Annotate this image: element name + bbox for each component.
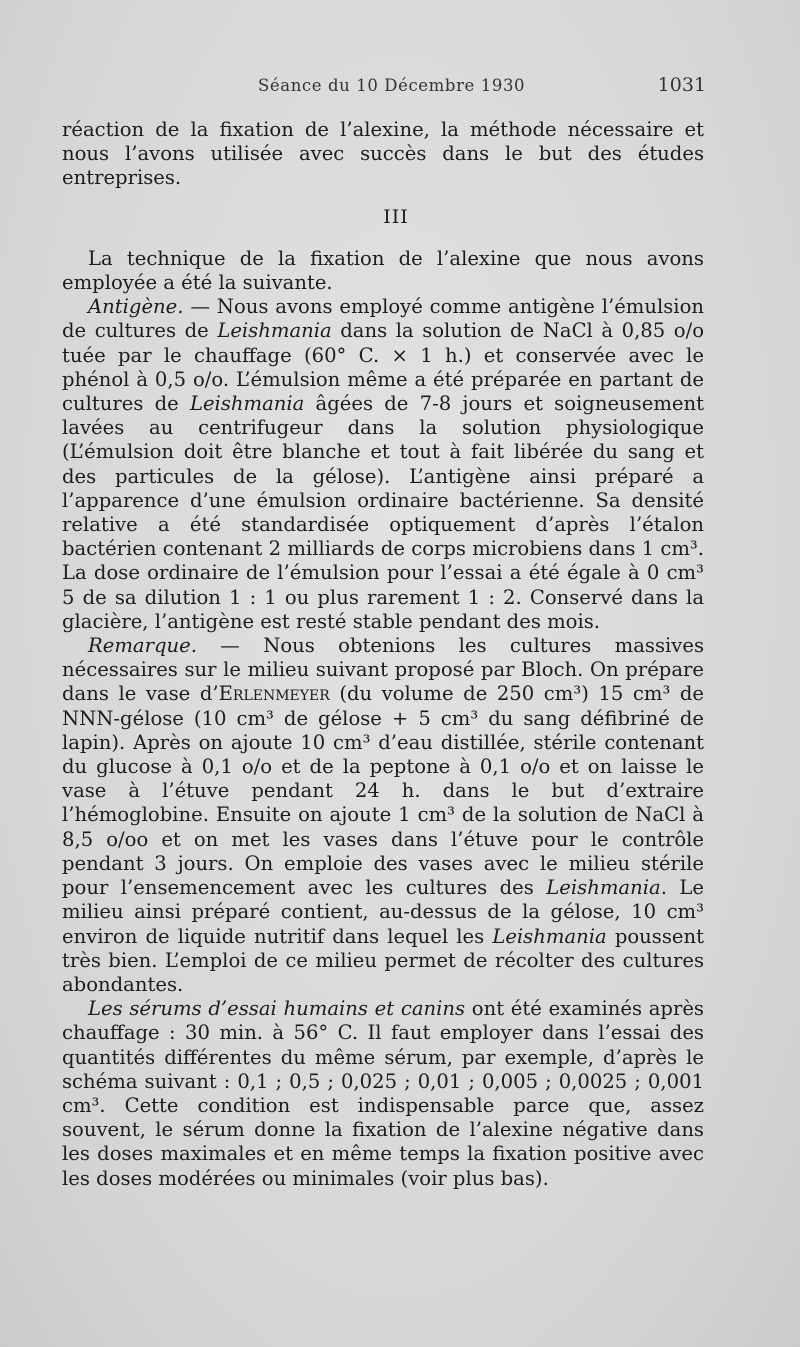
paragraph-technique: [62, 247, 704, 295]
running-title: Séance du 10 Décembre 1930: [258, 76, 526, 95]
section-heading: III: [383, 205, 409, 228]
paragraph-text: . Le milieu ainsi préparé contient, au-dessus de la gélose, 10 cm³ environ de liquide nutritif dans lequel les: [62, 876, 704, 948]
paragraph-text: poussent très bien. L’emploi de ce milieu permet de récolter des cultures abondantes.: [62, 924, 704, 996]
paragraph-text: — Nous obtenions les cultures massives nécessaires sur le milieu suivant proposé par Bloch. On prépare dans le vase d’: [62, 634, 704, 706]
paragraph-text: — Nous avons employé comme antigène l’émulsion de cultures de: [62, 295, 704, 343]
paragraph-text: (du volume de 250 cm³) 15 cm³ de NNN-gélose (10 cm³ de gélose + 5 cm³ du sang défibriné de lapin). Après on ajoute 10 cm³ d’eau distillée, stérile contenant du glucose à 0,1 o/o et de la peptone à 0,1 o/o et on laisse le vase à l’étuve pendant 24 h. dans le but d’extraire l’hémoglobine. Ensuite on ajoute 1 cm³ de la solution de NaCl à 8,5 o/oo et on met les vases dans l’étuve pour le contrôle pendant 3 jours. On emploie des vases avec le milieu stérile pour l’ensemencement avec les cultures des: [62, 682, 704, 900]
species-name: Leishmania: [217, 319, 332, 343]
page-header: [200, 70, 706, 102]
paragraph-remarque: [62, 634, 704, 997]
paragraph-antigene: [62, 295, 704, 634]
page-number: 1031: [657, 74, 706, 96]
species-name: Leishmania: [492, 924, 607, 948]
paragraph-text: ont été examinés après chauffage : 30 min. à 56° C. Il faut employer dans l’essai des quantités différentes du même sérum, par exemple, d’après le schéma suivant : 0,1 ; 0,5 ; 0,025 ; 0,01 ; 0,005 ; 0,0025 ; 0,001 cm³. Cette condition est indispensable parce que, assez souvent, le sérum donne la fixation de l’alexine négative dans les doses maximales et en même temps la fixation positive avec les doses modérées ou minimales (voir plus bas).: [62, 997, 704, 1190]
paragraph-lead: Remarque.: [88, 634, 197, 658]
species-name: Leishmania: [546, 876, 661, 900]
body-text: [62, 118, 705, 1191]
paragraph-continuation: [62, 118, 704, 191]
paragraph-lead: Les sérums d’essai humains et canins: [88, 997, 466, 1021]
paragraph-text: âgées de 7-8 jours et soigneusement lavées au centrifugeur dans la solution physiologique (L’émulsion doit être blanche et tout à fait libérée du sang et des particules de la gélose). L’antigène ainsi préparé a l’apparence d’une émulsion ordinaire bactérienne. Sa densité relative a été standardisée optiquement d’après l’étalon bactérien contenant 2 milliards de corps microbiens dans 1 cm³. La dose ordinaire de l’émulsion pour l’essai a été égale à 0 cm³ 5 de sa dilution 1 : 1 ou plus rarement 1 : 2. Conservé dans la glacière, l’antigène est resté stable pendant des mois.: [62, 392, 705, 633]
paragraph-serums: [62, 997, 704, 1191]
paragraph-lead: Antigène.: [88, 295, 184, 319]
paragraph-text: La technique de la fixation de l’alexine que nous avons employée a été la suivante.: [62, 246, 704, 295]
species-name: Leishmania: [189, 392, 305, 416]
author-name: Erlenmeyer: [218, 682, 330, 706]
paragraph-text: réaction de la fixation de l’alexine, la méthode nécessaire et nous l’avons utilisée avec succès dans le but des études entreprises.: [62, 118, 704, 190]
paragraph-text: dans la solution de NaCl à 0,85 o/o tuée par le chauffage (60° C. × 1 h.) et conservée avec le phénol à 0,5 o/o. L’émulsion même a été préparée en partant de cultures de: [62, 319, 704, 416]
